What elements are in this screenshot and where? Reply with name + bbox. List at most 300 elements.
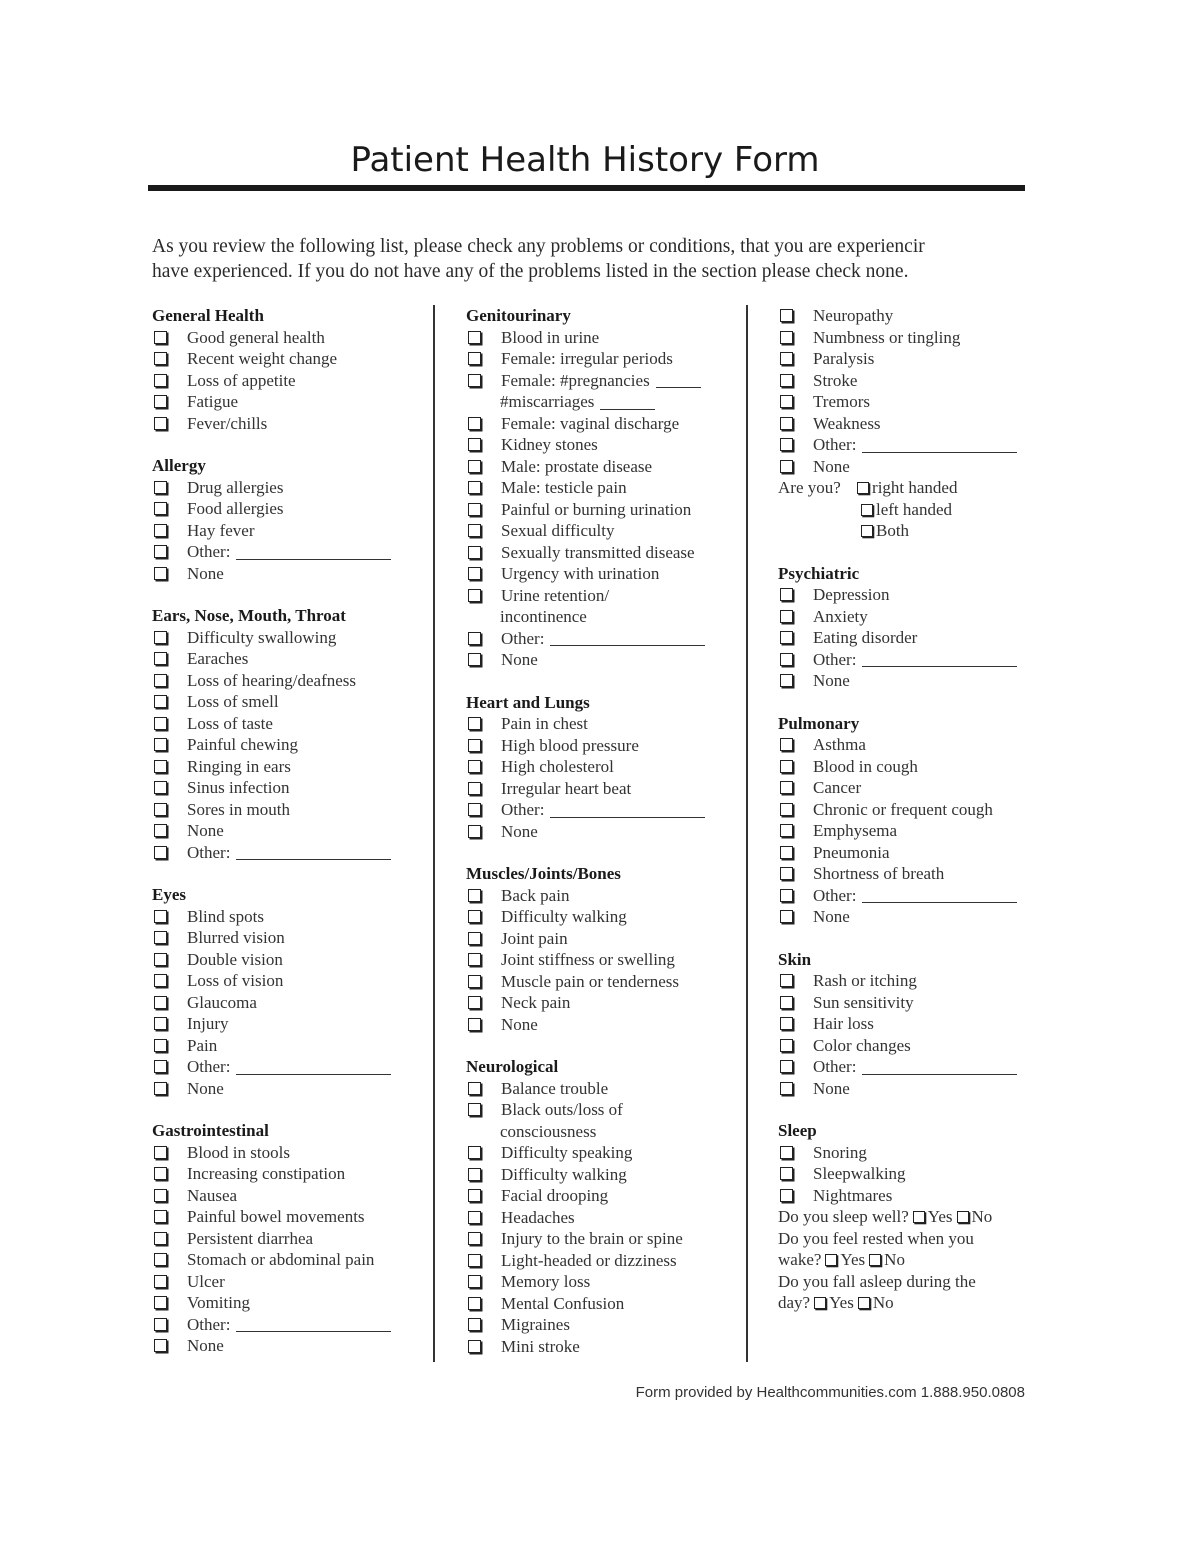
checkbox[interactable] bbox=[468, 932, 481, 945]
section-heading: Skin bbox=[778, 949, 812, 969]
column-2 bbox=[466, 305, 736, 1378]
no-label: No bbox=[971, 1207, 993, 1226]
column-1 bbox=[152, 305, 422, 1378]
checklist-item bbox=[152, 734, 422, 756]
other-input-line[interactable] bbox=[236, 844, 391, 860]
checklist-item bbox=[152, 627, 422, 649]
item-label: Persistent diarrhea bbox=[187, 1228, 314, 1248]
checklist-item bbox=[152, 1335, 422, 1357]
checkbox[interactable] bbox=[780, 738, 793, 751]
checklist-item bbox=[152, 1035, 422, 1057]
item-label: Painful or burning urination bbox=[501, 499, 692, 519]
checkbox[interactable] bbox=[154, 1296, 167, 1309]
item-label: Snoring bbox=[813, 1142, 867, 1162]
checklist-item bbox=[466, 1185, 736, 1207]
checklist-item bbox=[152, 1249, 422, 1271]
item-label: Memory loss bbox=[501, 1272, 591, 1291]
item-label: Difficulty swallowing bbox=[187, 627, 337, 647]
checkbox[interactable] bbox=[780, 1189, 793, 1202]
checklist-item bbox=[778, 970, 1048, 992]
yes-checkbox[interactable] bbox=[913, 1211, 925, 1223]
item-label: Nightmares bbox=[813, 1185, 893, 1205]
checklist-item bbox=[152, 777, 422, 799]
checkbox[interactable] bbox=[780, 889, 793, 902]
checklist-item bbox=[466, 649, 736, 671]
checklist-item bbox=[466, 821, 736, 843]
checkbox[interactable] bbox=[468, 352, 481, 365]
checkbox[interactable] bbox=[468, 1168, 481, 1181]
checklist-item bbox=[778, 842, 1048, 864]
checklist-item bbox=[466, 756, 736, 778]
checklist-item-continued bbox=[466, 1121, 736, 1143]
item-label: None bbox=[813, 456, 850, 476]
checkbox[interactable] bbox=[154, 1275, 167, 1288]
item-label: Other: bbox=[813, 435, 857, 454]
checklist-item bbox=[466, 1164, 736, 1186]
checklist-item bbox=[152, 391, 422, 413]
checkbox[interactable] bbox=[468, 996, 481, 1009]
checkbox[interactable] bbox=[154, 931, 167, 944]
checklist-item bbox=[152, 1206, 422, 1228]
checkbox[interactable] bbox=[154, 417, 167, 430]
checklist-item bbox=[778, 1078, 1048, 1100]
option-label: left handed bbox=[876, 499, 952, 519]
checklist-item bbox=[466, 413, 736, 435]
item-label: Sleepwalking bbox=[813, 1164, 906, 1183]
checklist-item bbox=[152, 327, 422, 349]
checkbox[interactable] bbox=[861, 504, 873, 516]
section-heading: Gastrointestinal bbox=[152, 1121, 269, 1140]
form-credit: Form provided by Healthcommunities.com 1.888.950.0808 bbox=[635, 1384, 1025, 1401]
checklist-item bbox=[466, 1293, 736, 1315]
item-label: Difficulty speaking bbox=[501, 1143, 633, 1162]
checkbox[interactable] bbox=[780, 1146, 793, 1159]
other-input-line[interactable] bbox=[862, 437, 1017, 453]
other-input-line[interactable] bbox=[550, 630, 705, 646]
checkbox[interactable] bbox=[780, 374, 793, 387]
other-input-line[interactable] bbox=[236, 1316, 391, 1332]
checklist-item bbox=[466, 327, 736, 349]
checkbox[interactable] bbox=[468, 782, 481, 795]
item-label: Chronic or frequent cough bbox=[813, 799, 993, 819]
item-label: Fatigue bbox=[187, 392, 238, 411]
checkbox[interactable] bbox=[154, 1253, 167, 1266]
no-checkbox[interactable] bbox=[858, 1297, 870, 1309]
other-input-line[interactable] bbox=[862, 1059, 1017, 1075]
item-label: Paralysis bbox=[813, 349, 875, 368]
checklist-item bbox=[152, 842, 422, 864]
checkbox[interactable] bbox=[154, 331, 167, 344]
section-eyes bbox=[152, 884, 422, 1099]
checkbox[interactable] bbox=[468, 567, 481, 580]
page-title: Patient Health History Form bbox=[350, 140, 820, 180]
checkbox[interactable] bbox=[468, 1103, 481, 1116]
checkbox[interactable] bbox=[780, 974, 793, 987]
no-label: No bbox=[884, 1250, 905, 1269]
other-input-line[interactable] bbox=[236, 544, 391, 560]
item-label: Glaucoma bbox=[187, 992, 257, 1012]
checklist-item bbox=[466, 992, 736, 1014]
yes-label: Yes bbox=[829, 1293, 854, 1312]
checklist-item-continued bbox=[466, 606, 736, 628]
checkbox[interactable] bbox=[468, 438, 481, 451]
column-3 bbox=[778, 305, 1048, 1335]
item-label: Stomach or abdominal pain bbox=[187, 1250, 375, 1269]
item-label: Sexually transmitted disease bbox=[501, 542, 695, 562]
item-label: Neck pain bbox=[501, 993, 571, 1012]
item-label: Sun sensitivity bbox=[813, 992, 914, 1012]
item-label: Mini stroke bbox=[501, 1336, 580, 1356]
checkbox[interactable] bbox=[468, 417, 481, 430]
checkbox[interactable] bbox=[154, 738, 167, 751]
checklist-item bbox=[466, 477, 736, 499]
checkbox[interactable] bbox=[468, 632, 481, 645]
checkbox[interactable] bbox=[154, 1082, 167, 1095]
checklist-item bbox=[152, 563, 422, 585]
checkbox[interactable] bbox=[780, 395, 793, 408]
checklist-item bbox=[466, 499, 736, 521]
checkbox[interactable] bbox=[780, 610, 793, 623]
checklist-item bbox=[152, 756, 422, 778]
item-label: Painful chewing bbox=[187, 735, 298, 754]
checkbox[interactable] bbox=[780, 588, 793, 601]
section-skin bbox=[778, 949, 1048, 1100]
checklist-item bbox=[778, 1142, 1048, 1164]
checklist-item bbox=[152, 992, 422, 1014]
checkbox[interactable] bbox=[857, 482, 869, 494]
checklist-item bbox=[466, 778, 736, 800]
checkbox[interactable] bbox=[780, 1082, 793, 1095]
checkbox[interactable] bbox=[468, 1232, 481, 1245]
item-label: Painful bowel movements bbox=[187, 1207, 365, 1226]
checklist-item bbox=[466, 1078, 736, 1100]
checkbox[interactable] bbox=[780, 631, 793, 644]
item-label: Sexual difficulty bbox=[501, 521, 615, 540]
item-label: Food allergies bbox=[187, 499, 284, 518]
item-label: Migraines bbox=[501, 1315, 570, 1334]
checkbox[interactable] bbox=[780, 352, 793, 365]
no-checkbox[interactable] bbox=[957, 1211, 969, 1223]
checkbox[interactable] bbox=[468, 717, 481, 730]
checkbox[interactable] bbox=[154, 1017, 167, 1030]
question-text: day? bbox=[778, 1293, 811, 1312]
checklist-item bbox=[152, 906, 422, 928]
checklist-item bbox=[152, 370, 422, 392]
checkbox[interactable] bbox=[468, 760, 481, 773]
section-neurological bbox=[466, 1056, 736, 1357]
checkbox[interactable] bbox=[780, 996, 793, 1009]
item-label: Other: bbox=[813, 885, 857, 905]
item-label: Drug allergies bbox=[187, 477, 284, 497]
checkbox[interactable] bbox=[780, 1017, 793, 1030]
item-label: High blood pressure bbox=[501, 735, 639, 755]
left-handed-option bbox=[778, 499, 1048, 521]
checklist-item bbox=[466, 563, 736, 585]
checklist-item bbox=[778, 627, 1048, 649]
checkbox[interactable] bbox=[154, 1039, 167, 1052]
item-label: High cholesterol bbox=[501, 757, 614, 776]
item-label: Female: vaginal discharge bbox=[501, 413, 680, 433]
checklist-item bbox=[152, 1228, 422, 1250]
section-pulmonary bbox=[778, 713, 1048, 928]
item-label: Joint stiffness or swelling bbox=[501, 950, 675, 969]
item-label: Joint pain bbox=[501, 928, 568, 948]
checkbox[interactable] bbox=[468, 825, 481, 838]
checkbox[interactable] bbox=[780, 910, 793, 923]
item-label: Other: bbox=[187, 842, 231, 862]
item-label: incontinence bbox=[500, 607, 587, 626]
section-heading: Muscles/Joints/Bones bbox=[466, 864, 621, 883]
yes-checkbox[interactable] bbox=[814, 1297, 826, 1309]
checkbox[interactable] bbox=[154, 695, 167, 708]
checkbox[interactable] bbox=[780, 846, 793, 859]
checkbox[interactable] bbox=[468, 1275, 481, 1288]
checkbox[interactable] bbox=[154, 374, 167, 387]
other-input-line[interactable] bbox=[550, 802, 705, 818]
checklist-item bbox=[778, 434, 1048, 456]
item-label: Muscle pain or tenderness bbox=[501, 971, 679, 991]
checkbox[interactable] bbox=[154, 1210, 167, 1223]
checklist-item bbox=[466, 1228, 736, 1250]
checkbox[interactable] bbox=[780, 1039, 793, 1052]
checkbox[interactable] bbox=[154, 395, 167, 408]
item-label: Other: bbox=[187, 1314, 231, 1334]
other-input-line[interactable] bbox=[862, 887, 1017, 903]
checkbox[interactable] bbox=[154, 910, 167, 923]
checkbox[interactable] bbox=[154, 803, 167, 816]
checklist-item bbox=[778, 584, 1048, 606]
checklist-item bbox=[152, 413, 422, 435]
checkbox[interactable] bbox=[468, 953, 481, 966]
checklist-item bbox=[778, 777, 1048, 799]
item-label: Depression bbox=[813, 585, 890, 604]
checkbox[interactable] bbox=[468, 910, 481, 923]
item-label: Emphysema bbox=[813, 821, 898, 840]
checklist-item bbox=[152, 713, 422, 735]
checkbox[interactable] bbox=[780, 760, 793, 773]
instructions bbox=[152, 234, 1052, 284]
checkbox[interactable] bbox=[468, 739, 481, 752]
checkbox[interactable] bbox=[154, 524, 167, 537]
item-label: Irregular heart beat bbox=[501, 778, 632, 798]
item-label: Blood in cough bbox=[813, 756, 918, 776]
checkbox[interactable] bbox=[154, 1060, 167, 1073]
checkbox[interactable] bbox=[468, 975, 481, 988]
checkbox[interactable] bbox=[154, 545, 167, 558]
checkbox[interactable] bbox=[154, 974, 167, 987]
checkbox[interactable] bbox=[780, 460, 793, 473]
miscarriages-input-line[interactable] bbox=[600, 394, 655, 410]
checkbox[interactable] bbox=[780, 781, 793, 794]
checkbox[interactable] bbox=[780, 824, 793, 837]
option-label: right handed bbox=[872, 478, 958, 497]
checkbox[interactable] bbox=[468, 546, 481, 559]
yes-label: Yes bbox=[840, 1250, 866, 1269]
checkbox[interactable] bbox=[468, 1211, 481, 1224]
checkbox[interactable] bbox=[468, 653, 481, 666]
checkbox[interactable] bbox=[468, 460, 481, 473]
checkbox[interactable] bbox=[468, 374, 481, 387]
checkbox[interactable] bbox=[468, 331, 481, 344]
checkbox[interactable] bbox=[154, 846, 167, 859]
item-label: Pneumonia bbox=[813, 842, 890, 862]
checklist-item bbox=[466, 799, 736, 821]
checkbox[interactable] bbox=[780, 309, 793, 322]
section-general-health bbox=[152, 305, 422, 434]
checkbox[interactable] bbox=[154, 502, 167, 515]
checkbox[interactable] bbox=[468, 481, 481, 494]
checkbox[interactable] bbox=[780, 803, 793, 816]
checkbox[interactable] bbox=[780, 438, 793, 451]
checkbox[interactable] bbox=[468, 1018, 481, 1031]
checklist-item bbox=[778, 1185, 1048, 1207]
checkbox[interactable] bbox=[468, 1340, 481, 1353]
checkbox[interactable] bbox=[468, 1318, 481, 1331]
checklist-item bbox=[778, 370, 1048, 392]
yes-checkbox[interactable] bbox=[825, 1254, 837, 1266]
checklist-item bbox=[152, 648, 422, 670]
checklist-item-continued bbox=[466, 391, 736, 413]
checkbox[interactable] bbox=[154, 1146, 167, 1159]
section-heading: Ears, Nose, Mouth, Throat bbox=[152, 606, 346, 625]
item-label: Difficulty walking bbox=[501, 907, 627, 926]
section-neurological-continued bbox=[778, 305, 1048, 542]
section-heart-and-lungs bbox=[466, 692, 736, 843]
checkbox[interactable] bbox=[154, 781, 167, 794]
checkbox[interactable] bbox=[468, 1297, 481, 1310]
item-label: consciousness bbox=[500, 1121, 597, 1141]
item-label: Other: bbox=[187, 1057, 231, 1076]
checkbox[interactable] bbox=[154, 824, 167, 837]
checkbox[interactable] bbox=[154, 1339, 167, 1352]
checkbox[interactable] bbox=[154, 760, 167, 773]
checklist-item bbox=[466, 348, 736, 370]
checklist-item bbox=[466, 456, 736, 478]
item-label: None bbox=[187, 821, 224, 840]
checkbox[interactable] bbox=[468, 803, 481, 816]
no-checkbox[interactable] bbox=[869, 1254, 881, 1266]
checklist-item bbox=[466, 542, 736, 564]
checklist-item bbox=[152, 949, 422, 971]
item-label: Ringing in ears bbox=[187, 756, 291, 776]
item-label: Good general health bbox=[187, 327, 325, 347]
checklist-item bbox=[778, 413, 1048, 435]
checkbox[interactable] bbox=[154, 481, 167, 494]
checkbox[interactable] bbox=[154, 717, 167, 730]
item-label: None bbox=[501, 821, 538, 841]
question-text: Do you sleep well? bbox=[778, 1207, 909, 1226]
section-ears-nose-mouth-throat bbox=[152, 605, 422, 863]
item-label: Ulcer bbox=[187, 1271, 225, 1291]
checkbox[interactable] bbox=[468, 1254, 481, 1267]
item-label: Headaches bbox=[501, 1207, 575, 1227]
section-heading: Allergy bbox=[152, 456, 206, 475]
checkbox[interactable] bbox=[154, 352, 167, 365]
item-label: None bbox=[187, 563, 224, 583]
checkbox[interactable] bbox=[780, 1060, 793, 1073]
checklist-item bbox=[778, 1056, 1048, 1078]
section-heading: Pulmonary bbox=[778, 713, 860, 733]
checklist-item bbox=[466, 1336, 736, 1358]
checkbox[interactable] bbox=[154, 1232, 167, 1245]
handedness-label: Are you? bbox=[778, 478, 841, 497]
option-label: Both bbox=[876, 521, 910, 540]
checklist-item bbox=[778, 734, 1048, 756]
checklist-item bbox=[152, 520, 422, 542]
checklist-item bbox=[466, 628, 736, 650]
other-input-line[interactable] bbox=[862, 651, 1017, 667]
checkbox[interactable] bbox=[780, 674, 793, 687]
item-label: Anxiety bbox=[813, 606, 868, 626]
item-label: Blurred vision bbox=[187, 928, 285, 947]
pregnancies-input-line[interactable] bbox=[656, 372, 701, 388]
checkbox[interactable] bbox=[154, 567, 167, 580]
checklist-item bbox=[152, 1163, 422, 1185]
item-label: Other: bbox=[187, 542, 231, 561]
checkbox[interactable] bbox=[468, 889, 481, 902]
checkbox[interactable] bbox=[154, 1318, 167, 1331]
section-gastrointestinal bbox=[152, 1120, 422, 1357]
checkbox[interactable] bbox=[780, 653, 793, 666]
other-input-line[interactable] bbox=[236, 1059, 391, 1075]
checklist-item bbox=[152, 691, 422, 713]
checkbox[interactable] bbox=[780, 1167, 793, 1180]
checklist-item bbox=[466, 906, 736, 928]
checkbox[interactable] bbox=[468, 1189, 481, 1202]
checkbox[interactable] bbox=[780, 331, 793, 344]
item-label: Loss of taste bbox=[187, 713, 273, 733]
item-label: Loss of smell bbox=[187, 692, 279, 711]
checkbox[interactable] bbox=[468, 1146, 481, 1159]
checkbox[interactable] bbox=[468, 503, 481, 516]
daytime-sleep-question-line-1: Do you fall asleep during the bbox=[778, 1271, 976, 1291]
item-label: Balance trouble bbox=[501, 1078, 609, 1098]
item-label: Fever/chills bbox=[187, 413, 268, 433]
handedness-question bbox=[778, 477, 1048, 499]
checklist-item bbox=[466, 1250, 736, 1272]
checklist-item bbox=[778, 305, 1048, 327]
daytime-sleep-question-line-2 bbox=[778, 1292, 1048, 1314]
checkbox[interactable] bbox=[780, 867, 793, 880]
item-label: Eating disorder bbox=[813, 628, 918, 647]
item-label: #miscarriages bbox=[500, 392, 595, 411]
checkbox[interactable] bbox=[154, 1189, 167, 1202]
item-label: Difficulty walking bbox=[501, 1164, 627, 1184]
checklist-item bbox=[466, 1014, 736, 1036]
checklist-item bbox=[778, 348, 1048, 370]
checkbox[interactable] bbox=[154, 1167, 167, 1180]
checkbox[interactable] bbox=[780, 417, 793, 430]
checkbox[interactable] bbox=[468, 589, 481, 602]
checkbox[interactable] bbox=[468, 524, 481, 537]
checklist-item bbox=[778, 391, 1048, 413]
checkbox[interactable] bbox=[861, 525, 873, 537]
checklist-item bbox=[778, 649, 1048, 671]
checkbox[interactable] bbox=[468, 1082, 481, 1095]
checklist-item bbox=[152, 1056, 422, 1078]
section-heading: Genitourinary bbox=[466, 306, 571, 325]
checkbox[interactable] bbox=[154, 996, 167, 1009]
checkbox[interactable] bbox=[154, 652, 167, 665]
item-label: Urine retention/ bbox=[501, 585, 610, 605]
checkbox[interactable] bbox=[154, 674, 167, 687]
column-divider-1 bbox=[433, 305, 435, 1362]
checklist-item bbox=[152, 1142, 422, 1164]
item-label: Vomiting bbox=[187, 1293, 250, 1312]
checkbox[interactable] bbox=[154, 953, 167, 966]
checkbox[interactable] bbox=[154, 631, 167, 644]
item-label: Neuropathy bbox=[813, 306, 894, 325]
